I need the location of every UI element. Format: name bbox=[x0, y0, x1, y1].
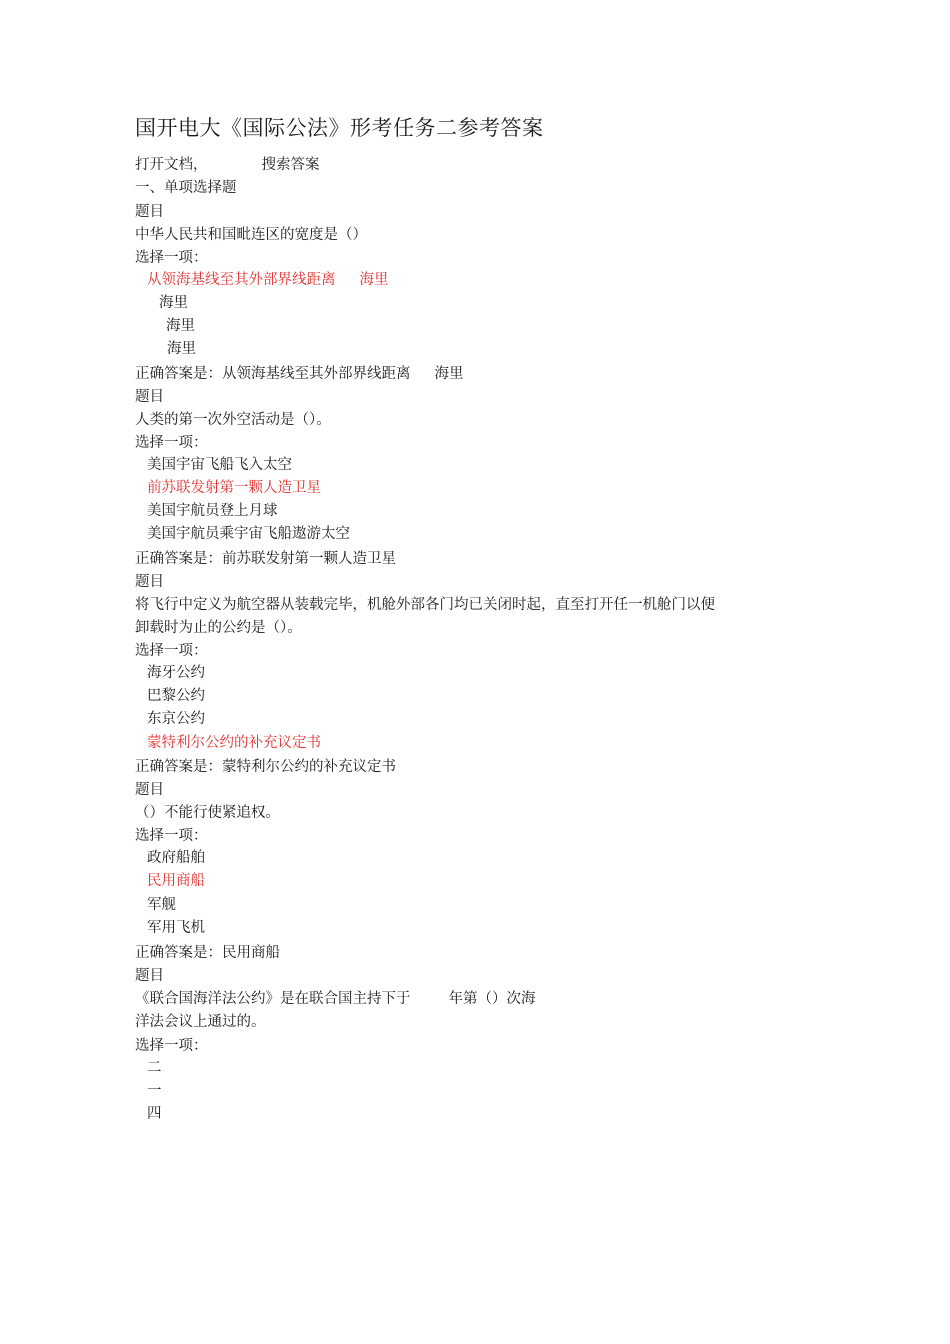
q1-option-c[interactable]: 海里 bbox=[166, 318, 195, 334]
q3-answer: 正确答案是：蒙特利尔公约的补充议定书 bbox=[135, 759, 396, 775]
q2-option-b[interactable]: 前苏联发射第一颗人造卫星 bbox=[147, 480, 321, 496]
q1-heading: 题目 bbox=[135, 204, 164, 220]
q2-option-d[interactable]: 美国宇航员乘宇宙飞船遨游太空 bbox=[147, 526, 350, 542]
q2-option-a[interactable]: 美国宇宙飞船飞入太空 bbox=[147, 457, 292, 473]
q1-choose-label: 选择一项： bbox=[135, 250, 208, 266]
q4-option-b[interactable]: 民用商船 bbox=[147, 873, 205, 889]
q5-heading: 题目 bbox=[135, 968, 164, 984]
q1-option-a-text: 从领海基线至其外部界线距离 bbox=[147, 272, 336, 288]
open-document-text: 打开文档， bbox=[135, 157, 208, 173]
q3-choose-label: 选择一项： bbox=[135, 643, 208, 659]
q4-option-a[interactable]: 政府船舶 bbox=[147, 850, 205, 866]
q5-choose-label: 选择一项： bbox=[135, 1038, 208, 1054]
q3-option-d[interactable]: 蒙特利尔公约的补充议定书 bbox=[147, 735, 321, 751]
q3-heading: 题目 bbox=[135, 574, 164, 590]
q4-heading: 题目 bbox=[135, 782, 164, 798]
q1-answer bbox=[135, 364, 464, 384]
q2-answer: 正确答案是：前苏联发射第一颗人造卫星 bbox=[135, 551, 396, 567]
search-answer-text: 搜索答案 bbox=[261, 157, 320, 173]
q4-choose-label: 选择一项： bbox=[135, 828, 208, 844]
q2-option-c[interactable]: 美国宇航员登上月球 bbox=[147, 503, 278, 519]
q5-option-c[interactable]: 四 bbox=[147, 1106, 162, 1122]
q1-stem: 中华人民共和国毗连区的宽度是（） bbox=[135, 227, 367, 243]
q1-answer-prefix: 正确答案是： bbox=[135, 366, 222, 382]
q5-stem-line-1 bbox=[135, 989, 536, 1009]
q5-option-a[interactable]: 二 bbox=[147, 1060, 162, 1076]
intro-line bbox=[135, 155, 320, 175]
q3-option-c[interactable]: 东京公约 bbox=[147, 711, 205, 727]
q3-stem-line-2: 卸载时为止的公约是（）。 bbox=[135, 620, 302, 636]
q4-option-d[interactable]: 军用飞机 bbox=[147, 920, 205, 936]
q4-answer: 正确答案是：民用商船 bbox=[135, 945, 280, 961]
q4-option-c[interactable]: 军舰 bbox=[147, 897, 176, 913]
q5-stem-line-2: 洋法会议上通过的。 bbox=[135, 1014, 266, 1030]
section-heading: 一、单项选择题 bbox=[135, 180, 237, 196]
q1-option-b[interactable]: 海里 bbox=[159, 295, 188, 311]
q1-option-a[interactable] bbox=[147, 270, 389, 290]
q2-stem: 人类的第一次外空活动是（）。 bbox=[135, 412, 331, 428]
q1-option-a-unit: 海里 bbox=[359, 272, 389, 288]
q3-option-a[interactable]: 海牙公约 bbox=[147, 665, 205, 681]
q1-answer-text: 从领海基线至其外部界线距离 bbox=[222, 366, 411, 382]
q5-stem-part-b: 年第（）次海 bbox=[448, 991, 536, 1007]
q1-option-d[interactable]: 海里 bbox=[167, 341, 196, 357]
q5-stem-part-a: 《联合国海洋法公约》是在联合国主持下于 bbox=[135, 991, 411, 1007]
q3-option-b[interactable]: 巴黎公约 bbox=[147, 688, 205, 704]
q5-option-b[interactable]: 一 bbox=[147, 1083, 162, 1099]
q2-heading: 题目 bbox=[135, 389, 164, 405]
q3-stem-line-1: 将飞行中定义为航空器从装载完毕，机舱外部各门均已关闭时起，直至打开任一机舱门以便 bbox=[135, 597, 715, 613]
q4-stem: （）不能行使紧追权。 bbox=[135, 805, 280, 821]
document-title: 国开电大《国际公法》形考任务二参考答案 bbox=[135, 116, 544, 140]
q2-choose-label: 选择一项： bbox=[135, 435, 208, 451]
q1-answer-unit: 海里 bbox=[434, 366, 464, 382]
